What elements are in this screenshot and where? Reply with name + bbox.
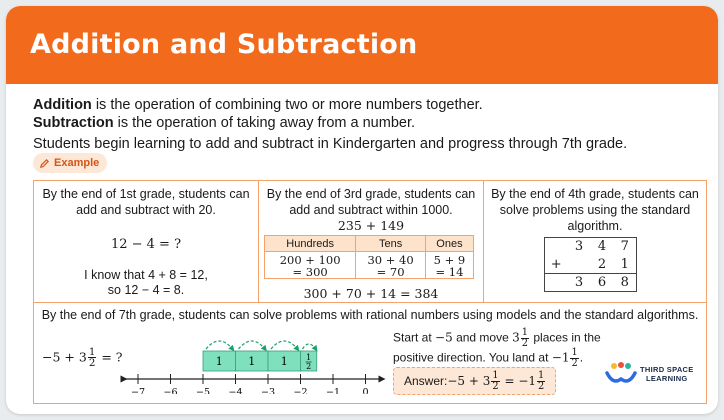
grade7-explanation-line2 [393, 348, 583, 369]
table-row [265, 252, 474, 279]
fraction-numerator: 1 [571, 347, 578, 358]
grade1-reason-line1: I know that 4 + 8 = 12, [84, 268, 208, 282]
tick-label: −7 [130, 387, 146, 394]
digit: 6 [597, 275, 607, 290]
digit: 3 [574, 275, 584, 290]
tick-label: −1 [325, 387, 341, 394]
logo-text [640, 365, 694, 383]
explain-start: −5 [435, 330, 453, 345]
answer-fraction [491, 371, 499, 392]
explain-text: positive direction. You land at [393, 350, 552, 365]
addition-definition [33, 96, 483, 114]
example-label: Example [54, 157, 100, 169]
ones-cell [425, 252, 473, 279]
lesson-card [6, 6, 718, 414]
sum-row [545, 274, 637, 292]
tick-label: −2 [293, 387, 308, 394]
grade7-question [42, 347, 122, 369]
half-jump-arrow [303, 344, 316, 349]
addend-row [545, 238, 637, 256]
digit: 8 [620, 275, 629, 290]
jump-label: 1 [215, 355, 223, 368]
hundreds-result: = 300 [292, 265, 328, 279]
grade4-text: By the end of 4th grade, students can solve problems using the standard algorithm. [491, 187, 699, 233]
place-value-table [264, 235, 474, 279]
subtraction-definition [33, 114, 415, 132]
tens-result: = 70 [376, 265, 405, 279]
digit: 2 [597, 256, 607, 272]
grade3-text: By the end of 3rd grade, students can add and subtract within 1000. [266, 187, 476, 217]
example-tag [33, 153, 107, 173]
ones-result: = 14 [435, 265, 464, 279]
jump-arrow [271, 341, 298, 349]
question-prefix: −5 + 3 [42, 349, 87, 365]
pencil-icon [39, 158, 50, 169]
digit: 7 [620, 239, 629, 255]
explain-fraction [570, 348, 578, 369]
logo-line2: LEARNING [646, 374, 688, 383]
addition-term: Addition [33, 97, 92, 113]
fraction-denominator: 2 [521, 337, 529, 349]
half-jump-numerator: 1 [306, 353, 312, 362]
digit [545, 238, 568, 256]
grade1-reason-line2: so 12 − 4 = 8. [107, 283, 185, 297]
column-addition [544, 237, 637, 292]
fraction-numerator: 1 [492, 369, 499, 381]
fraction-numerator: 1 [88, 346, 96, 358]
question-suffix: = ? [97, 349, 123, 365]
subtraction-term: Subtraction [33, 115, 114, 131]
logo-line1: THIRD SPACE [640, 365, 694, 374]
tick-label: −4 [228, 387, 243, 394]
fraction-denominator: 2 [88, 357, 96, 370]
fraction-denominator: 2 [492, 380, 499, 392]
tick-label: −3 [260, 387, 276, 394]
ones-sum: 5 + 9 [433, 253, 466, 267]
explain-fraction [521, 328, 529, 349]
answer-part: −5 + 3 [447, 373, 491, 388]
grade3-equation: 235 + 149 [337, 218, 405, 233]
answer-part: = −1 [500, 373, 537, 388]
header-ones: Ones [425, 236, 473, 252]
hundreds-cell [265, 252, 356, 279]
answer-label: Answer: [404, 374, 448, 388]
plus-sign: + [550, 256, 562, 272]
hundreds-sum: 200 + 100 [279, 253, 341, 267]
answer-fraction [537, 371, 545, 392]
header-hundreds: Hundreds [265, 236, 356, 252]
explain-text: Start at [393, 330, 436, 345]
fraction-denominator: 2 [538, 380, 545, 392]
question-fraction [88, 347, 97, 369]
tick-label: −5 [195, 387, 211, 394]
digit [545, 274, 568, 292]
explain-text: . [579, 350, 584, 365]
addition-text: is the operation of combining two or more numbers together. [91, 97, 483, 113]
jump-arrow [239, 341, 266, 349]
grade3-result: 300 + 70 + 14 = 384 [303, 286, 439, 301]
number-line [118, 332, 388, 394]
digit [568, 256, 591, 274]
digit: 1 [620, 256, 629, 272]
header-tens: Tens [356, 236, 426, 252]
grade7-explanation-line1 [393, 328, 601, 349]
table-header-row [265, 236, 474, 252]
answer-expression [447, 371, 546, 392]
jump-label: 1 [280, 355, 288, 368]
tick-label: 0 [362, 387, 369, 394]
fraction-denominator: 2 [571, 357, 578, 369]
page-title: Addition and Subtraction [30, 29, 418, 60]
explain-landing: −1 [551, 350, 570, 365]
third-space-logo-icon [604, 361, 638, 387]
tick-label: −6 [163, 387, 178, 394]
fraction-numerator: 1 [538, 369, 545, 381]
answer-box [393, 367, 556, 395]
subtraction-text: is the operation of taking away from a number. [113, 115, 416, 131]
progression-text: Students begin learning to add and subtract in Kindergarten and progress through 7th grade. [33, 136, 628, 152]
grade1-text: By the end of 1st grade, students can add and subtract with 20. [42, 187, 250, 217]
jump-arrow [206, 341, 233, 349]
tens-cell [356, 252, 426, 279]
grade7-text: By the end of 7th grade, students can solve problems with rational numbers using models and the standard algorithms. [41, 308, 699, 322]
tens-sum: 30 + 40 [367, 253, 414, 267]
digit: 4 [597, 239, 607, 255]
digit: 3 [574, 239, 584, 255]
half-jump-denominator: 2 [306, 362, 312, 371]
explain-text: places in the [530, 330, 601, 345]
explain-text: and move [452, 330, 513, 345]
header-banner [6, 6, 718, 84]
addend-row [545, 256, 637, 274]
explain-whole: 3 [512, 330, 520, 345]
fraction-numerator: 1 [521, 327, 529, 338]
jump-label: 1 [248, 355, 256, 368]
grade1-equation: 12 − 4 = ? [110, 237, 182, 252]
